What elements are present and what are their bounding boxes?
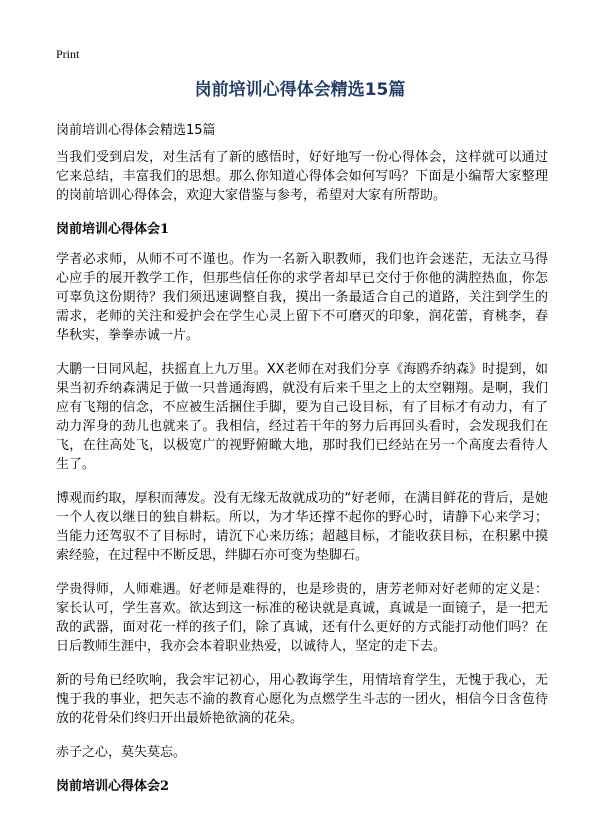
- section-1: [56, 220, 548, 762]
- section-heading: 岗前培训心得体会1: [56, 222, 170, 237]
- section-heading: 岗前培训心得体会2: [56, 779, 170, 794]
- intro-paragraph: 当我们受到启发，对生活有了新的感悟时，好好地写一份心得体会，这样就可以通过它来总结，丰富我们的思想。那么你知道心得体会如何写吗？下面是小编帮大家整理的岗前培训心得体会，欢迎大家借鉴与参考，希望对大家有所帮助。: [56, 150, 548, 203]
- body-paragraph: 博观而约取，厚积而薄发。没有无缘无故就成功的“好老师，在满目鲜花的背后，是她一个人夜以继日的独自耕耘。所以，为才华还撑不起你的野心时，请静下心来学习；当能力还驾驭不了目标时，请沉下心来历练；超越目标，才能收获目标，在积累中摸索经验，在过程中不断反思，绊脚石亦可变为垫脚石。: [56, 491, 548, 563]
- document-subtitle: 岗前培训心得体会精选15篇: [56, 123, 216, 138]
- body-paragraph: 新的号角已经吹响，我会牢记初心，用心教诲学生，用情培育学生，无愧于我心，无愧于我的事业，把矢志不渝的教育心愿化为点燃学生斗志的一团火，相信今日含苞待放的花骨朵们终归开出最娇艳欲滴的花朵。: [56, 673, 548, 726]
- section-2: [56, 777, 548, 796]
- body-paragraph: 学者必求师，从师不可不谨也。作为一名新入职教师，我们也许会迷茫，无法立马得心应手的展开教学工作，但那些信任你的求学者却早已交付于你他的满腔热血，你怎可辜负这份期待？我们须迅速调整自我，摸出一条最适合自己的道路，关注到学生的需求，老师的关注和爱护会在学生心灵上留下不可磨灭的印象，润花蕾，育桃李，春华秋实，拳拳赤诚一片。: [56, 252, 548, 343]
- page-title: 岗前培训心得体会精选15篇: [194, 80, 406, 100]
- print-link[interactable]: Print: [56, 47, 80, 61]
- body-paragraph: 学贵得师，人师难遇。好老师是难得的，也是珍贵的，唐芳老师对好老师的定义是：家长认可，学生喜欢。欲达到这一标准的秘诀就是真诚，真诚是一面镜子，是一把无敌的武器，面对花一样的孩子们，除了真诚，还有什么更好的方式能打动他们吗？在日后教师生涯中，我亦会本着职业热爱，以诚待人，坚定的走下去。: [56, 582, 548, 654]
- body-paragraph: 大鹏一日同风起，扶摇直上九万里。XX老师在对我们分享《海鸥乔纳森》时提到，如果当初乔纳森满足于做一只普通海鸥，就没有后来千里之上的太空翱翔。是啊，我们应有飞翔的信念，不应被生活捆住手脚，要为自己设目标，有了目标才有动力，有了动力浑身的劲儿也就来了。我相信，经过若干年的努力后再回头看时，会发现我们在飞，在往高处飞，以极宽广的视野俯瞰大地，那时我们已经站在另一个高度去看待人生了。: [56, 362, 548, 472]
- document-body: [56, 121, 548, 807]
- body-paragraph: 赤子之心，莫失莫忘。: [56, 745, 187, 760]
